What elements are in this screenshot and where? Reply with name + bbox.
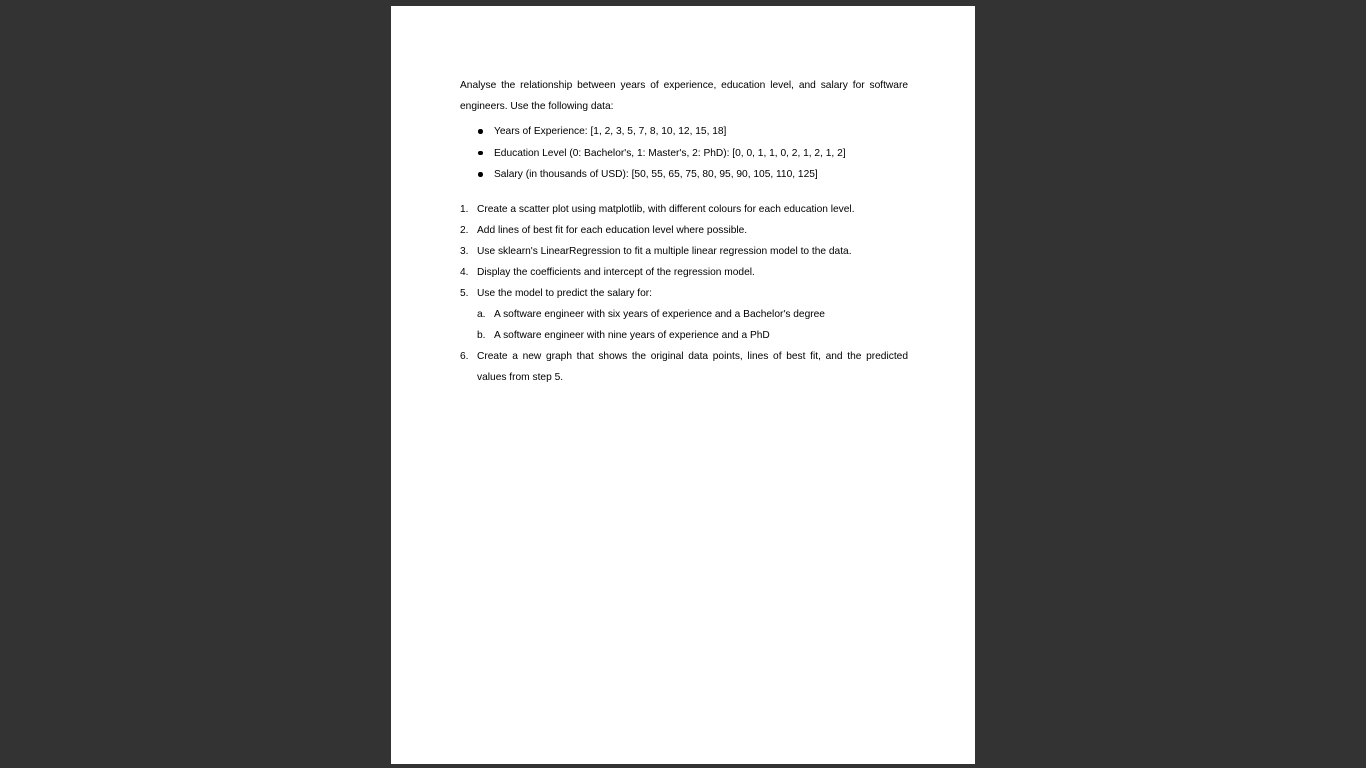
substep-letter: a.: [477, 309, 486, 320]
step-text: Display the coefficients and intercept of the regression model.: [477, 267, 755, 278]
substep-list: [477, 304, 908, 346]
step-number: 1.: [460, 204, 469, 215]
substep-text: A software engineer with six years of experience and a Bachelor's degree: [494, 309, 825, 320]
bullet-item-salary: [460, 167, 910, 189]
step-text: Use the model to predict the salary for:: [477, 288, 652, 299]
bullet-text: Years of Experience: [1, 2, 3, 5, 7, 8, 10, 12, 15, 18]: [494, 126, 727, 137]
bullet-text: Salary (in thousands of USD): [50, 55, 65, 75, 80, 95, 90, 105, 110, 125]: [494, 169, 818, 180]
step-text: Add lines of best fit for each education level where possible.: [477, 225, 748, 236]
bullet-icon: [478, 129, 483, 134]
step-text: Create a new graph that shows the original data points, lines of best fit, and the predicted values from step 5.: [477, 351, 908, 383]
step-item-1: [460, 199, 908, 220]
step-number: 3.: [460, 246, 469, 257]
task-step-list: [460, 199, 908, 388]
step-text: Create a scatter plot using matplotlib, with different colours for each education level.: [477, 204, 855, 215]
substep-text: A software engineer with nine years of experience and a PhD: [494, 330, 770, 341]
bullet-item-years: [460, 124, 910, 146]
step-number: 4.: [460, 267, 469, 278]
substep-item-a: [477, 304, 908, 325]
intro-paragraph: [460, 75, 908, 117]
step-number: 6.: [460, 351, 469, 362]
step-item-2: [460, 220, 908, 241]
data-bullet-list: [460, 124, 910, 189]
substep-item-b: [477, 325, 908, 346]
bullet-text: Education Level (0: Bachelor's, 1: Master's, 2: PhD): [0, 0, 1, 1, 0, 2, 1, 2, 1, 2]: [494, 147, 846, 159]
step-item-3: [460, 241, 908, 262]
substep-letter: b.: [477, 330, 486, 341]
step-number: 5.: [460, 288, 469, 299]
step-item-6: [460, 346, 908, 388]
step-text: Use sklearn's LinearRegression to fit a multiple linear regression model to the data.: [477, 246, 852, 257]
bullet-icon: [478, 151, 483, 156]
step-item-4: [460, 262, 908, 283]
document-page: [391, 6, 975, 764]
intro-text: Analyse the relationship between years of experience, education level, and salary for software engineers. Use the following data:: [460, 80, 908, 112]
bullet-icon: [478, 172, 483, 177]
step-item-5: [460, 283, 908, 346]
step-number: 2.: [460, 225, 469, 236]
bullet-item-education: [460, 146, 910, 168]
